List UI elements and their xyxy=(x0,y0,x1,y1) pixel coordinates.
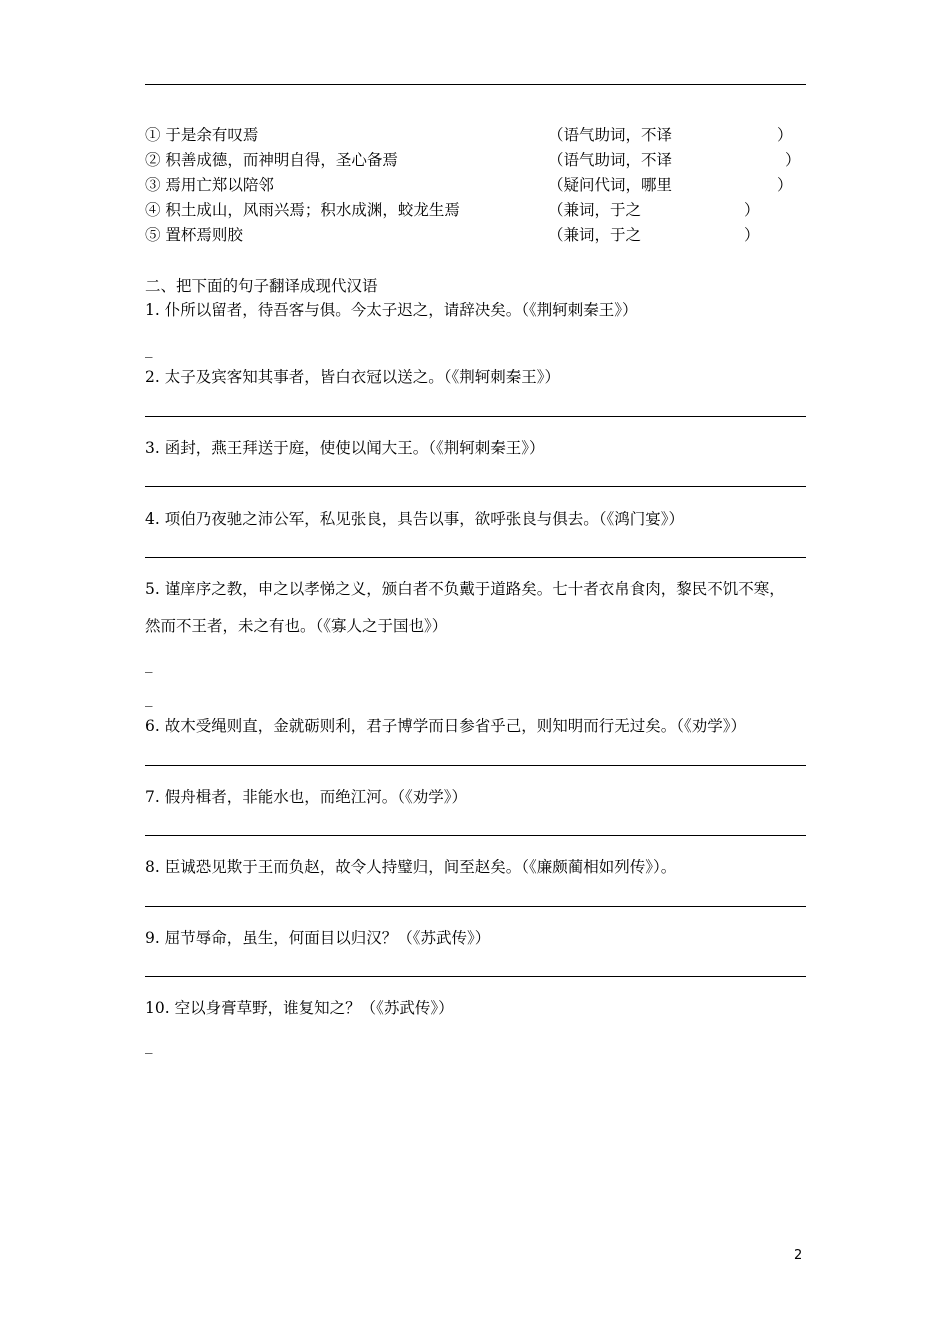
question-1: 1. 仆所以留者，待吾客与俱。今太子迟之，请辞决矣。（《荆轲刺秦王》） xyxy=(145,301,638,319)
option-sentence-4: ④ 积土成山，风雨兴焉；积水成渊，蛟龙生焉 xyxy=(145,201,460,219)
option-sentence-5: ⑤ 置杯焉则胶 xyxy=(145,226,243,244)
answer-blank-5a: _ xyxy=(145,655,153,673)
answer-line-3 xyxy=(145,486,806,487)
option-sentence-1: ① 于是余有叹焉 xyxy=(145,126,259,144)
question-3: 3. 函封，燕王拜送于庭，使使以闻大王。（《荆轲刺秦王》） xyxy=(145,439,545,457)
option-note-5: （兼词，于之 xyxy=(548,226,642,244)
option-note-4: （兼词，于之 xyxy=(548,201,642,219)
answer-line-9 xyxy=(145,976,806,977)
answer-line-2 xyxy=(145,416,806,417)
question-5-line-2: 然而不王者，未之有也。（《寡人之于国也》） xyxy=(145,617,448,635)
question-4: 4. 项伯乃夜驰之沛公军，私见张良，具告以事，欲呼张良与俱去。（《鸿门宴》） xyxy=(145,510,684,528)
option-note-3: （疑问代词，哪里 xyxy=(548,176,673,194)
question-2: 2. 太子及宾客知其事者，皆白衣冠以送之。（《荆轲刺秦王》） xyxy=(145,368,560,386)
option-close-2: ） xyxy=(785,151,801,169)
question-9: 9. 屈节辱命，虽生，何面目以归汉？（《苏武传》） xyxy=(145,929,491,947)
answer-line-7 xyxy=(145,835,806,836)
option-close-1: ） xyxy=(777,126,793,144)
answer-blank-5b: _ xyxy=(145,689,153,707)
answer-blank-10: _ xyxy=(145,1036,153,1054)
answer-line-6 xyxy=(145,765,806,766)
answer-line-8 xyxy=(145,906,806,907)
top-rule xyxy=(145,84,806,85)
question-5-line-1: 5. 谨庠序之教，申之以孝悌之义，颁白者不负戴于道路矣。七十者衣帛食肉，黎民不饥不寒， xyxy=(145,580,785,598)
option-close-5: ） xyxy=(744,226,760,244)
question-6: 6. 故木受绳则直，金就砺则利，君子博学而日参省乎己，则知明而行无过矣。（《劝学》） xyxy=(145,717,746,735)
answer-blank-1: _ xyxy=(145,340,153,358)
question-8: 8. 臣诚恐见欺于王而负赵，故令人持璧归，间至赵矣。（《廉颇蔺相如列传》）。 xyxy=(145,858,677,876)
page-number: 2 xyxy=(794,1248,803,1263)
option-sentence-2: ② 积善成德，而神明自得，圣心备焉 xyxy=(145,151,398,169)
option-note-1: （语气助词，不译 xyxy=(548,126,673,144)
option-close-3: ） xyxy=(777,176,793,194)
question-7: 7. 假舟楫者，非能水也，而绝江河。（《劝学》） xyxy=(145,788,467,806)
option-note-2: （语气助词，不译 xyxy=(548,151,673,169)
option-sentence-3: ③ 焉用亡郑以陪邻 xyxy=(145,176,274,194)
section-title: 二、把下面的句子翻译成现代汉语 xyxy=(145,277,378,295)
question-10: 10. 空以身膏草野，谁复知之？（《苏武传》） xyxy=(145,999,454,1017)
answer-line-4 xyxy=(145,557,806,558)
option-close-4: ） xyxy=(744,201,760,219)
